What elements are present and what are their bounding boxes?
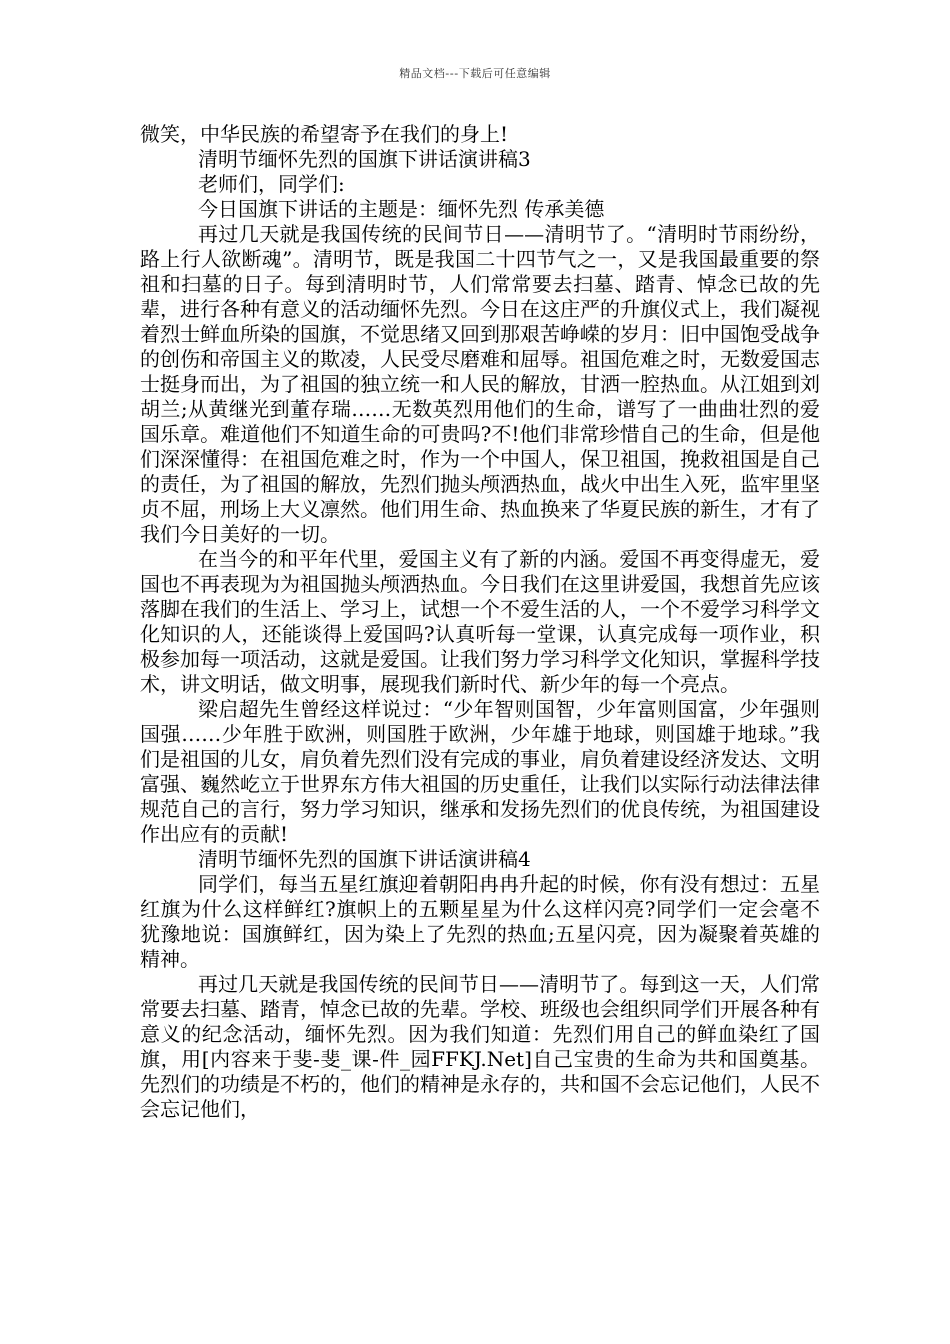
document-body — [140, 122, 820, 1122]
page-header: 精品文档---下载后可任意编辑 — [399, 67, 551, 80]
paragraph-9: 再过几天就是我国传统的民间节日——清明节了。每到这一天，人们常常要去扫墓、踏青，悼念已故的先辈。学校、班级也会组织同学们开展各种有意义的纪念活动，缅怀先烈。因为我们知道：先烈们用自己的鲜血染红了国旗，用[内容来于斐-斐_课-件_园FFKJ.Net]自己宝贵的生命为共和国奠基。先烈们的功绩是不朽的，他们的精神是永存的，共和国不会忘记他们，人民不会忘记他们， — [140, 972, 820, 1121]
section-heading-4: 清明节缅怀先烈的国旗下讲话演讲稿4 — [198, 847, 531, 871]
paragraph-4: 再过几天就是我国传统的民间节日——清明节了。“清明时节雨纷纷，路上行人欲断魂”。清明节，既是我国二十四节气之一，又是我国最重要的祭祖和扫墓的日子。每到清明时节，人们常常要去扫墓、踏青、悼念已故的先辈，进行各种有意义的活动缅怀先烈。今日在这庄严的升旗仪式上，我们凝视着烈士鲜血所染的国旗，不觉思绪又回到那艰苦峥嵘的岁月：旧中国饱受战争的创伤和帝国主义的欺凌，人民受尽磨难和屈辱。祖国危难之时，无数爱国志士挺身而出，为了祖国的独立统一和人民的解放，甘洒一腔热血。从江姐到刘胡兰;从黄继光到董存瑞……无数英烈用他们的生命，谱写了一曲曲壮烈的爱国乐章。难道他们不知道生命的可贵吗?不!他们非常珍惜自己的生命，但是他们深深懂得：在祖国危难之时，作为一个中国人，保卫祖国，挽救祖国是自己的责任，为了祖国的解放，先烈们抛头颅洒热血，战火中出生入死，监牢里坚贞不屈，刑场上大义凛然。他们用生命、热血换来了华夏民族的新生，才有了我们今日美好的一切。 — [140, 222, 820, 546]
paragraph-5: 在当今的和平年代里，爱国主义有了新的内涵。爱国不再变得虚无，爱国也不再表现为为祖国抛头颅洒热血。今日我们在这里讲爱国，我想首先应该落脚在我们的生活上、学习上，试想一个不爱生活的人，一个不爱学习科学文化知识的人，还能谈得上爱国吗?认真听每一堂课，认真完成每一项作业，积极参加每一项活动，这就是爱国。让我们努力学习科学文化知识，掌握科学技术，讲文明话，做文明事，展现我们新时代、新少年的每一个亮点。 — [140, 547, 820, 696]
paragraph-6: 梁启超先生曾经这样说过：“少年智则国智，少年富则国富，少年强则国强……少年胜于欧洲，则国胜于欧洲，少年雄于地球，则国雄于地球。”我们是祖国的儿女，肩负着先烈们没有完成的事业，肩负着建设经济发达、文明富强、巍然屹立于世界东方伟大祖国的历史重任，让我们以实际行动法律法律规范自己的言行，努力学习知识，继承和发扬先烈们的优良传统，为祖国建设作出应有的贡献! — [140, 697, 820, 846]
salutation: 老师们，同学们: — [198, 172, 345, 196]
paragraph-8: 同学们，每当五星红旗迎着朝阳冉冉升起的时候，你有没有想过：五星红旗为什么这样鲜红?旗帜上的五颗星星为什么这样闪亮?同学们一定会毫不犹豫地说：国旗鲜红，因为染上了先烈的热血;五星闪亮，因为凝聚着英雄的精神。 — [140, 872, 820, 971]
section-heading-3: 清明节缅怀先烈的国旗下讲话演讲稿3 — [198, 147, 531, 171]
paragraph-0: 微笑，中华民族的希望寄予在我们的身上! — [140, 122, 509, 146]
theme-line: 今日国旗下讲话的主题是：缅怀先烈 传承美德 — [198, 197, 605, 221]
